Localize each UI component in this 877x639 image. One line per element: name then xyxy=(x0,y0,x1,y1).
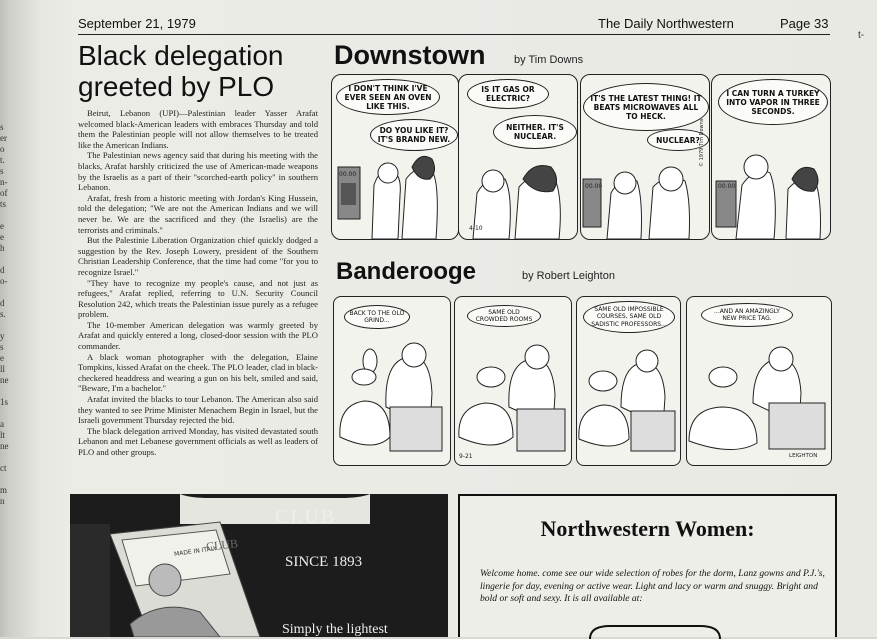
banderooge-title: Banderooge xyxy=(336,258,477,285)
speech-bubble: DO YOU LIKE IT? IT'S BRAND NEW. xyxy=(370,119,458,151)
edge-text-fragment xyxy=(0,472,22,483)
edge-text-fragment: n- xyxy=(0,177,8,187)
edge-text-fragment: d xyxy=(0,298,5,308)
comic-copyright: © 1979 Tim Downs xyxy=(699,118,705,167)
strip-date: 9-21 xyxy=(459,453,473,460)
article-paragraph: The black delegation arrived Monday, has visited devastated south Lebanon and met Lebanese government officials as well as leaders of PLO and other groups. xyxy=(78,425,318,457)
article-body xyxy=(78,108,318,458)
newspaper-name: The Daily Northwestern xyxy=(598,16,734,31)
banderooge-panel-4 xyxy=(686,296,832,466)
downstown-title: Downstown xyxy=(334,40,486,70)
edge-text-fragment: lt xyxy=(0,430,6,440)
speech-bubble: BACK TO THE OLD GRIND... xyxy=(344,305,410,329)
article-headline: Black delegation greeted by PLO xyxy=(78,40,284,102)
oven-clock-label: 00.00 xyxy=(339,171,357,178)
adjacent-page-mark: t- xyxy=(858,30,865,41)
downstown-panel-1 xyxy=(331,74,459,240)
ad-title: Northwestern Women: xyxy=(540,516,755,541)
edge-text-fragment: t. xyxy=(0,155,5,165)
news-article xyxy=(78,40,318,458)
edge-text-fragment: m xyxy=(0,485,8,495)
page-number: Page 33 xyxy=(780,16,829,31)
article-paragraph: The Palestinian news agency said that during his meeting with the blacks, Arafat harshly criticized the use of American-made weapons by the Israelis as a part of their "scorched-earth policy" in southern Lebanon. xyxy=(78,150,318,193)
speech-bubble: IT'S THE LATEST THING! IT BEATS MICROWAVES ALL TO HECK. xyxy=(583,83,709,131)
edge-text-fragment: s. xyxy=(0,309,6,319)
downstown-byline: by Tim Downs xyxy=(514,54,584,66)
speech-bubble: NEITHER. IT'S NUCLEAR. xyxy=(493,115,577,149)
article-paragraph: The 10-member American delegation was warmly greeted by Arafat and quickly entered a long, closed-door session with the PLO commander. xyxy=(78,319,318,352)
edge-text-fragment: d xyxy=(0,265,5,275)
edge-text-fragment: s xyxy=(0,122,4,132)
edge-text-fragment: e xyxy=(0,353,4,363)
edge-text-fragment xyxy=(0,406,22,417)
edge-text-fragment: h xyxy=(0,243,5,253)
oven-clock-label: 00.00 xyxy=(718,183,736,190)
edge-text-fragment: e xyxy=(0,232,4,242)
club-brand: CLUB xyxy=(275,506,337,528)
ad-body: Welcome home. come see our wide selection of robes for the dorm, Lanz gowns and P.J.'s, lingerie for day, evening or active wear. Light and lacy or warm and snuggy. Bright and bold or soft and sexy. It is all available at: xyxy=(480,568,825,604)
speech-bubble: ...AND AN AMAZINGLY NEW PRICE TAG. xyxy=(701,303,793,327)
edge-text-fragment: er xyxy=(0,133,7,143)
edge-text-fragment: o- xyxy=(0,276,8,286)
edge-text-fragment: ne xyxy=(0,441,9,451)
ad-frame-decoration xyxy=(460,496,839,639)
speech-bubble: SAME OLD CROWDED ROOMS xyxy=(467,305,541,327)
edge-text-fragment: s xyxy=(0,342,4,352)
edge-text-fragment: n xyxy=(0,496,5,506)
club-box-label: CLUB xyxy=(205,536,239,554)
edge-text-fragment xyxy=(0,285,22,296)
banderooge-panel-1 xyxy=(333,296,451,466)
artist-signature: LEIGHTON xyxy=(789,453,818,459)
banderooge-byline: by Robert Leighton xyxy=(522,270,615,282)
speech-bubble: I CAN TURN A TURKEY INTO VAPOR IN THREE SECONDS. xyxy=(718,79,828,125)
oven-clock-label: 00.00 xyxy=(585,183,603,190)
club-since: SINCE 1893 xyxy=(285,554,363,570)
speech-bubble: IS IT GAS OR ELECTRIC? xyxy=(467,79,549,109)
edge-text-fragment xyxy=(0,252,22,263)
northwestern-women-advertisement xyxy=(458,494,837,637)
edge-text-fragment: of xyxy=(0,188,8,198)
banderooge-panel-2 xyxy=(454,296,572,466)
page-header xyxy=(78,14,830,35)
club-ad-art xyxy=(70,494,448,637)
adjacent-page-edge-text xyxy=(0,0,22,637)
edge-text-fragment xyxy=(0,450,22,461)
issue-date: September 21, 1979 xyxy=(78,16,196,31)
downstown-panel-2 xyxy=(458,74,578,240)
edge-text-fragment xyxy=(0,318,22,329)
downstown-panel-3 xyxy=(580,74,710,240)
article-paragraph: But the Palestinie Liberation Organization chief quickly dodged a suggestion by the Rev. Joseph Lowery, president of the Southern Christian Leadership Conference, that the time had come "for you to recognize Israel." xyxy=(78,235,318,277)
speech-bubble: NUCLEAR? xyxy=(647,129,709,151)
edge-text-fragment: e xyxy=(0,221,4,231)
article-paragraph: "They have to recognize my people's cause, and not just as refugees," Arafat replied, referring to U.N. Security Council Resolution 242, which treats the Palestinian issue purely as a refugee problem. xyxy=(78,277,318,320)
edge-text-fragment: s xyxy=(0,166,4,176)
article-paragraph: Arafat, fresh from a historic meeting with Jordan's King Hussein, told the delegation; "We are not the American Indians and we will never be. We are the sacrificed and they (the Israelis) are the terrorists and criminals." xyxy=(78,192,318,235)
edge-text-fragment: a xyxy=(0,419,4,429)
club-tagline: Simply the lightest xyxy=(282,622,388,637)
edge-text-fragment xyxy=(0,208,22,219)
edge-text-fragment: ne xyxy=(0,375,9,385)
edge-text-fragment: ts xyxy=(0,199,7,209)
edge-text-fragment xyxy=(0,384,22,395)
article-paragraph: A black woman photographer with the delegation, Elaine Tompkins, kissed Arafat on the cheek. The PLO leader, clad in black-checkered headdress and wearing a gun on his belt, smiled and said, "Beware, I'm a bachelor." xyxy=(78,351,318,394)
edge-text-fragment: ll xyxy=(0,364,6,374)
edge-text-fragment: ct xyxy=(0,463,7,473)
article-paragraph: Arafat invited the blacks to tour Lebanon. The American also said they wanted to see Prime Minister Menachem Begin in Israel, but the Israeli government Thursday rejected the bid. xyxy=(78,394,318,426)
edge-text-fragment: o xyxy=(0,144,5,154)
downstown-panel-4 xyxy=(711,74,831,240)
edge-text-fragment: y xyxy=(0,331,5,341)
speech-bubble: I DON'T THINK I'VE EVER SEEN AN OVEN LIKE THIS. xyxy=(336,79,440,115)
edge-text-fragment: 1s xyxy=(0,397,9,407)
strip-date: 4-10 xyxy=(469,225,483,232)
club-advertisement xyxy=(70,494,448,637)
article-paragraph: Beirut, Lebanon (UPI)—Palestinian leader Yasser Arafat welcomed black-American leaders with embraces Thursday and told them the Palestinian people will not allow themselves to be treated like the American Indians. xyxy=(78,108,318,150)
club-box-small-label: MADE IN ITALY xyxy=(173,545,218,558)
banderooge-panel-3 xyxy=(576,296,681,466)
speech-bubble: SAME OLD IMPOSSIBLE COURSES, SAME OLD SADISTIC PROFESSORS... xyxy=(583,301,675,333)
